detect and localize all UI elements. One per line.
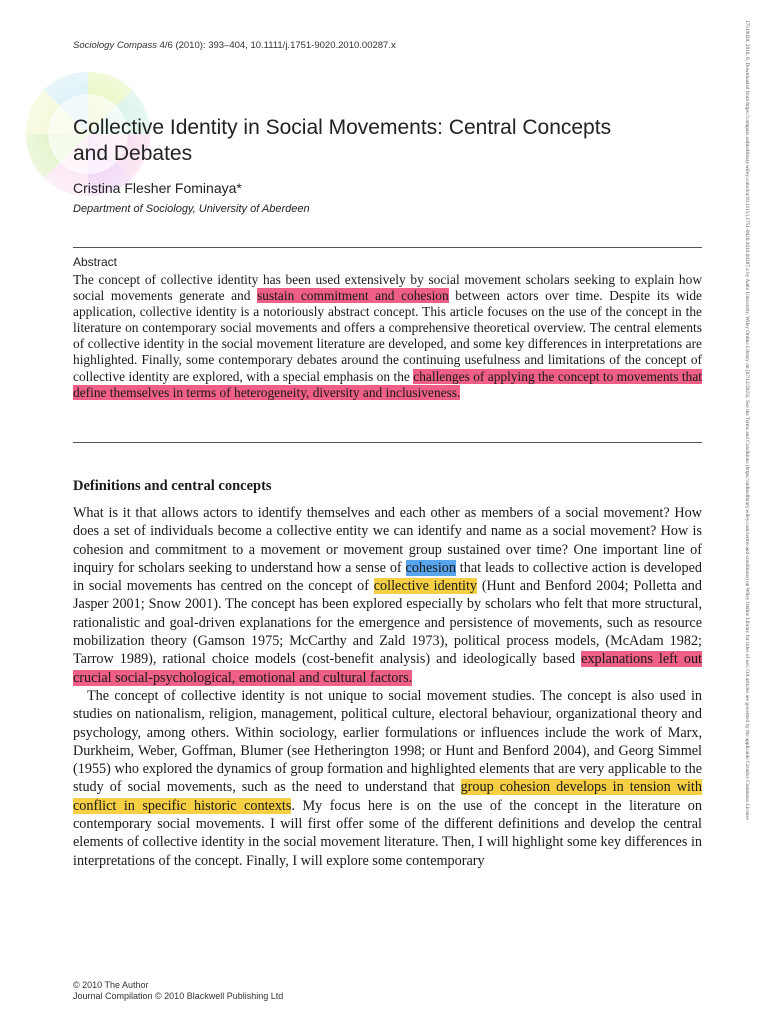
highlight-pink[interactable]: challenges of applying the concept to movements that define themselves in terms of heterogeneity, diversity and inclusiveness.	[73, 368, 702, 400]
download-notice: 17519020, 2010, 6, Downloaded from https://compass.onlinelibrary.wiley.com/doi/10.1111/j.1751-9020.2010.00287.x by Aalto University, Wiley Online Library on [07/12/2023]. See the Terms and Conditions (https://onlinelibrary.wiley.com/terms-and-conditions) on Wiley Online Library for rules of use; OA articles are governed by the applicable Creative Commons License	[744, 20, 750, 820]
highlight-pink[interactable]: explanations left out crucial social-psychological, emotional and cultural factors.	[73, 651, 702, 686]
abstract-top-rule	[73, 247, 702, 248]
highlight-yellow[interactable]: group cohesion develops in tension with conflict in specific historic contexts	[73, 779, 702, 814]
journal-name: Sociology Compass	[73, 40, 157, 51]
abstract-text-segment: between actors over time. Despite its wide application, collective identity is a notoriously abstract concept. This article focuses on the use of the concept in the literature on contemporary social movements and offers a comprehensive theoretical overview. The central elements of collective identity in the social movement literature are developed, and some key differences in interpretations are highlighted. Finally, some contemporary debates around the continuing usefulness and limitations of the concept of collective identity are explored, with a special emphasis on the	[73, 288, 703, 384]
paragraph-2	[73, 687, 702, 870]
text-segment: What is it that allows actors to identify themselves and each other as members of a social movement? How does a set of individuals become a collective entity we can identify and name as a social movement? How is cohesion and commitment to a movement or movement group sustained over time? One important line of inquiry for scholars seeking to understand how a sense of	[73, 505, 702, 576]
highlight-blue[interactable]: cohesion	[405, 559, 456, 576]
copyright-journal: Journal Compilation © 2010 Blackwell Publishing Ltd	[73, 991, 284, 1001]
section-heading: Definitions and central concepts	[73, 478, 272, 494]
journal-reference	[73, 40, 396, 51]
abstract-bottom-rule	[73, 442, 702, 443]
text-segment: The concept of collective identity is not unique to social movement studies. The concept is also used in studies on nationalism, religion, management, political culture, electoral behaviour, organizational theory and psychology, among others. Within sociology, earlier formulations or influences include the work of Marx, Durkheim, Weber, Goffman, Blumer (see Hetherington 1998; or Hunt and Benford 2004), and Georg Simmel (1955) who explored the dynamics of group formation and highlighted elements that are very applicable to the study of social movements, such as the need to understand that	[73, 687, 702, 796]
body-text	[73, 504, 702, 870]
highlight-pink[interactable]: sustain commitment and cohesion	[257, 288, 449, 304]
abstract-text-segment: The concept of collective identity has been used extensively by social movement scholars seeking to explain how social movements generate and	[73, 272, 702, 304]
author-affiliation: Department of Sociology, University of Aberdeen	[73, 203, 310, 215]
text-segment: that leads to collective action is developed in social movements has centred on the concept of	[73, 559, 702, 595]
journal-details: 4/6 (2010): 393–404, 10.1111/j.1751-9020.2010.00287.x	[156, 40, 396, 51]
copyright-author: © 2010 The Author	[73, 980, 149, 990]
text-segment: . My focus here is on the use of the concept in the literature on contemporary social movements. I will first offer some of the different definitions and develop the central elements of collective identity in the social movement literature. Then, I will highlight some key differences in interpretations of the concept. Finally, I will explore some contemporary	[73, 797, 702, 869]
text-segment: (Hunt and Benford 2004; Polletta and Jasper 2001; Snow 2001). The concept has been explored especially by scholars who felt that more structural, rationalistic and goal-driven explanations for the emergence and persistence of movements, such as resource mobilization theory (Gamson 1975; McCarthy and Zald 1973), political process models, (McAdam 1982; Tarrow 1989), rational choice models (cost-benefit analysis) and ideologically based	[73, 578, 702, 668]
copyright-footer	[73, 980, 283, 1002]
article-title: Collective Identity in Social Movements: Central Concepts and Debates	[73, 116, 612, 165]
highlight-yellow[interactable]: collective identity	[373, 578, 478, 595]
paragraph-1	[73, 504, 702, 687]
download-notice-sidebar	[742, 20, 756, 1010]
abstract-text	[73, 272, 702, 401]
abstract-heading: Abstract	[73, 255, 118, 269]
article-author: Cristina Flesher Fominaya*	[73, 180, 242, 196]
